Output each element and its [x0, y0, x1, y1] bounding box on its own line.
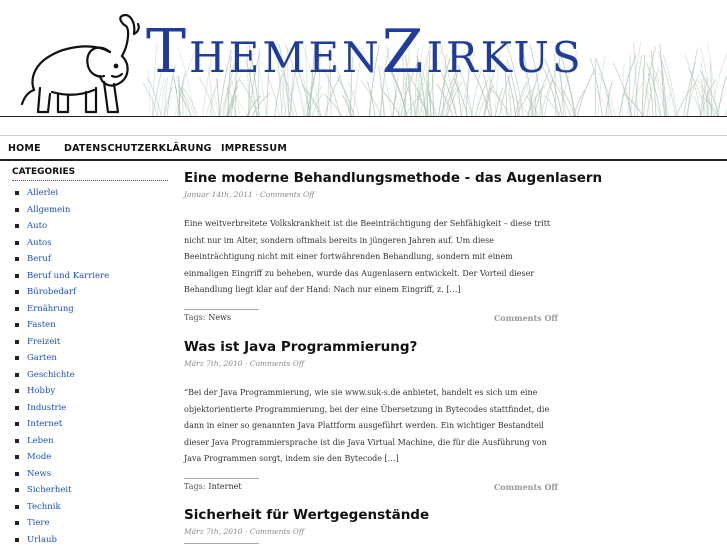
category-link[interactable]: Urlaub [27, 534, 57, 545]
post-title-link[interactable]: Was ist Java Programmierung? [184, 339, 418, 355]
square-bullet-icon [15, 340, 19, 344]
category-item [12, 499, 168, 516]
main-navigation [0, 135, 727, 161]
category-link[interactable]: Geschichte [27, 369, 75, 380]
square-bullet-icon [15, 257, 19, 261]
square-bullet-icon [15, 521, 19, 525]
meta-separator: · [242, 359, 250, 368]
post-tags [184, 313, 231, 322]
category-link[interactable]: Leben [27, 435, 54, 446]
post-1 [184, 169, 603, 323]
category-item [12, 185, 168, 202]
post-date: März 7th, 2010 [184, 359, 243, 368]
category-item [12, 334, 168, 351]
post-footer [184, 543, 560, 557]
category-item [12, 416, 168, 433]
elephant-logo-icon[interactable] [18, 12, 148, 116]
tags-label: Tags: [184, 481, 206, 491]
nav-datenschutz-link[interactable]: DATENSCHUTZERKLÄRUNG [64, 143, 212, 154]
post-title-link[interactable]: Eine moderne Behandlungsmethode - das Augenlasern [184, 170, 603, 186]
category-item [12, 350, 168, 367]
category-item [12, 400, 168, 417]
square-bullet-icon [15, 455, 19, 459]
square-bullet-icon [15, 505, 19, 509]
square-bullet-icon [15, 224, 19, 228]
category-item [12, 235, 168, 252]
post-date: Januar 14th, 2011 [184, 190, 253, 199]
post-comments-meta: Comments Off [249, 527, 305, 536]
categories-heading: CATEGORIES [12, 163, 168, 181]
category-link[interactable]: Hobby [27, 386, 56, 396]
meta-separator: · [242, 527, 250, 536]
meta-separator: · [252, 190, 260, 199]
category-link[interactable]: Freizeit [27, 336, 61, 347]
category-link[interactable]: Ernährung [27, 303, 74, 314]
square-bullet-icon [15, 290, 19, 294]
post-tags [184, 482, 242, 491]
category-link[interactable]: Autos [27, 237, 52, 248]
category-item [12, 466, 168, 483]
category-link[interactable]: Allgemein [27, 204, 71, 215]
category-item [12, 433, 168, 450]
square-bullet-icon [15, 406, 19, 410]
category-link[interactable]: Auto [27, 221, 48, 231]
tag-link[interactable]: Internet [208, 481, 242, 491]
post-comments-status: Comments Off [493, 481, 558, 492]
square-bullet-icon [15, 373, 19, 377]
post-meta [184, 526, 560, 537]
category-item [12, 284, 168, 301]
post-footer-rule [184, 309, 259, 310]
category-item [12, 268, 168, 285]
category-link[interactable]: Industrie [27, 402, 67, 413]
category-item [12, 383, 168, 400]
square-bullet-icon [15, 472, 19, 476]
category-item [12, 367, 168, 384]
category-list [12, 185, 168, 548]
post-comments-meta: Comments Off [259, 190, 315, 199]
square-bullet-icon [15, 323, 19, 327]
post-comments-meta: Comments Off [249, 359, 305, 368]
category-item [12, 449, 168, 466]
category-link[interactable]: Fasten [27, 320, 56, 330]
square-bullet-icon [15, 191, 19, 195]
square-bullet-icon [15, 538, 19, 542]
category-link[interactable]: Allerlei [27, 188, 59, 198]
category-link[interactable]: Tiere [27, 518, 50, 528]
post-meta [184, 358, 560, 369]
square-bullet-icon [15, 208, 19, 212]
title-letter-t: T [146, 17, 190, 87]
tag-link[interactable]: News [208, 312, 232, 322]
square-bullet-icon [15, 274, 19, 278]
category-item [12, 532, 168, 549]
post-3 [184, 506, 560, 557]
category-link[interactable]: Technik [27, 501, 61, 512]
square-bullet-icon [15, 241, 19, 245]
square-bullet-icon [15, 307, 19, 311]
square-bullet-icon [15, 389, 19, 393]
category-link[interactable]: Bürobedarf [27, 287, 77, 297]
site-title[interactable] [146, 17, 584, 90]
category-link[interactable]: Beruf [27, 254, 51, 264]
category-item [12, 317, 168, 334]
category-link[interactable]: Garten [27, 353, 57, 363]
post-comments-status: Comments Off [493, 312, 558, 323]
category-item [12, 251, 168, 268]
square-bullet-icon [15, 422, 19, 426]
category-link[interactable]: Beruf und Karriere [27, 270, 110, 281]
category-link[interactable]: Internet [27, 419, 63, 429]
tags-label: Tags: [184, 312, 206, 322]
post-footer [184, 309, 560, 323]
post-meta [184, 189, 560, 200]
category-item [12, 482, 168, 499]
category-link[interactable]: Mode [27, 452, 52, 462]
post-footer-rule [184, 478, 259, 479]
category-item [12, 301, 168, 318]
post-excerpt: “Bei der Java Programmierung, wie sie www.suk-s.de anbietet, handelt es sich um eine objektorientierte Programmierung, bei der eine Übersetzung in Bytecodes stattfindet, die dann in einer so genannten Java Plattform ausgeführt werden. Ein wichtiger Bestandteil dieser Java Programmiersprache ist die Java Virtual Machine, die für die Ausführung von Java Programmen sorgt, indem sie den Bytecode […] [184, 388, 550, 463]
post-excerpt: Eine weitverbreitete Volkskrankheit ist die Beeinträchtigung der Sehfähigkeit – diese tritt nicht nur im Alter, sondern oftmals bereits in jüngeren Jahren auf. Um diese Beeinträchtigung nicht mit einer fortwährenden Behandlung, sondern mit einem einmaligen Eingriff zu beheben, wurde das Augenlasern entwickelt. Der Vorteil dieser Behandlung liegt klar auf der Hand: Nach nur einem Eingriff, z. […] [184, 219, 551, 294]
nav-impressum-link[interactable]: IMPRESSUM [221, 143, 287, 154]
category-item [12, 515, 168, 532]
square-bullet-icon [15, 356, 19, 360]
post-title-link[interactable]: Sicherheit für Wertgegenstände [184, 507, 430, 523]
category-link[interactable]: News [27, 468, 52, 479]
site-header [0, 0, 727, 117]
category-item [12, 218, 168, 235]
header-divider [0, 116, 727, 117]
sidebar [12, 163, 168, 548]
post-2 [184, 338, 560, 492]
post-footer-rule [184, 543, 259, 544]
nav-home-link[interactable]: HOME [8, 143, 41, 154]
post-footer [184, 478, 560, 492]
title-part-irkus: IRKUS [426, 33, 584, 82]
square-bullet-icon [15, 488, 19, 492]
category-link[interactable]: Sicherheit [27, 485, 72, 495]
post-date: März 7th, 2010 [184, 527, 243, 536]
title-letter-z: Z [381, 17, 427, 87]
title-part-hemen: HEMEN [189, 33, 382, 82]
category-item [12, 202, 168, 219]
square-bullet-icon [15, 439, 19, 443]
